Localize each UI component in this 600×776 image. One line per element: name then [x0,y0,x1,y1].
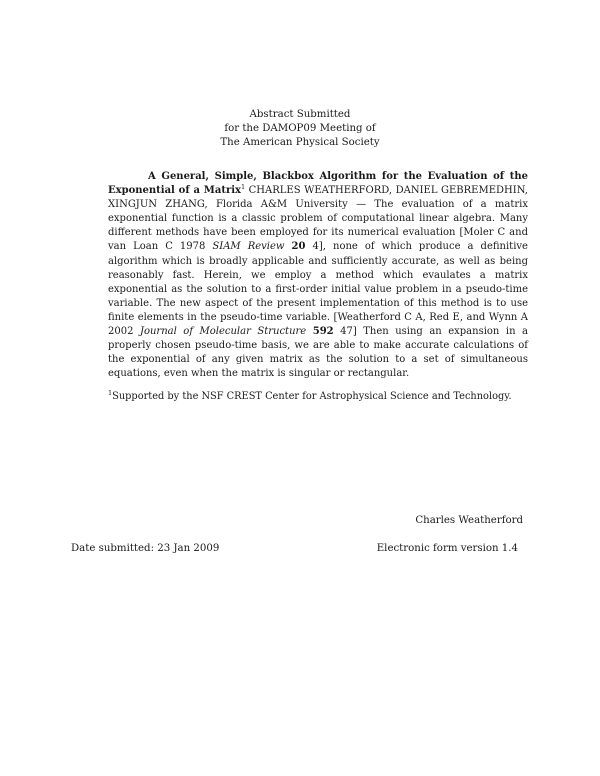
date-submitted: Date submitted: 23 Jan 2009 [71,543,220,554]
abstract-paragraph [108,170,528,381]
title-footnote-mark: 1 [240,183,246,192]
reference1-journal: SIAM Review [212,241,285,253]
footnote-mark: 1 [108,389,113,398]
submission-header [0,108,600,150]
abstract-text-part1: The evaluation of a matrix exponential function is a classic problem of computational linear algebra. Many different methods have been employed for its numerical evaluation [Moler C and van Loan C 1978 [108,199,528,253]
reference2-page: 47] [340,326,357,338]
affiliation: Florida A&M University [215,199,348,211]
header-line-meeting: for the DAMOP09 Meeting of [224,123,376,134]
abstract-text-part3: Then using an expansion in a properly chosen pseudo-time basis, we are able to make accurate calculations of the exponential of any given matrix as the solution to a set of simultaneous equations, even when the matrix is singular or rectangular. [108,326,528,380]
reference2-volume: 592 [312,326,334,338]
separator-dash: — [356,199,367,211]
header-line-abstract-submitted: Abstract Submitted [249,109,351,120]
author-list: CHARLES WEATHERFORD, DANIEL GEBREMEDHIN, XINGJUN ZHANG, [108,185,528,211]
reference1-volume: 20 [291,241,306,253]
abstract-block [108,170,528,404]
reference1-page: 4], [312,241,326,253]
submitter-name: Charles Weatherford [415,515,523,526]
reference2-journal: Journal of Molecular Structure [139,326,307,338]
abstract-title: A General, Simple, Blackbox Algorithm for the Evaluation of the Exponential of a Matrix [108,171,528,197]
abstract-text-part2: none of which produce a definitive algorithm which is broadly applicable and sufficiently accurate, as well as being reasonably fast. Herein, we employ a method which evaulates a matrix exponential as the solution to a first-order initial value problem in a pseudo-time variable. The new aspect of the present implementation of this method is to use finite elements in the pseudo-time variable. [Weatherford C A, Red E, and Wynn A 2002 [108,241,528,338]
funding-footnote [108,390,528,404]
header-line-society: The American Physical Society [220,137,380,148]
footnote-text: Supported by the NSF CREST Center for Astrophysical Science and Technology. [112,391,512,403]
form-version: Electronic form version 1.4 [376,543,518,554]
